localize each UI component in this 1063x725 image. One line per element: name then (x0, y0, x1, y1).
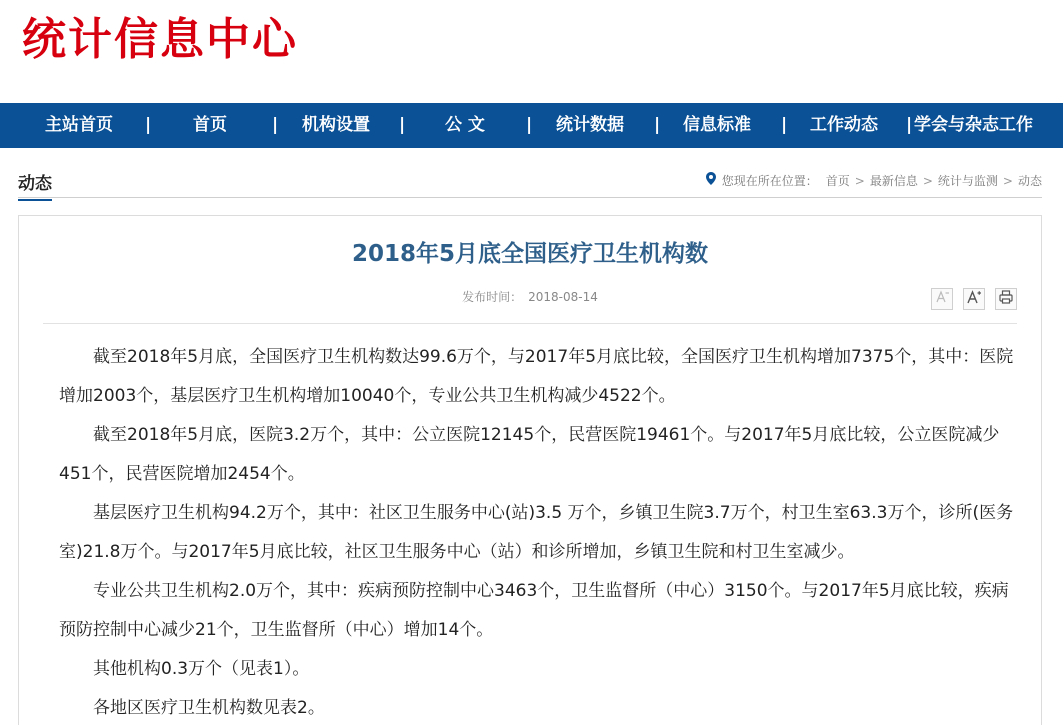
article-paragraph: 截至2018年5月底，全国医疗卫生机构数达99.6万个，与2017年5月底比较，全国医疗卫生机构增加7375个，其中：医院增加2003个，基层医疗卫生机构增加10040个，专业公共卫生机构减少4522个。 (59, 347, 1014, 406)
nav-item-documents[interactable]: 公 文 (445, 115, 485, 135)
breadcrumb-separator: > (854, 174, 865, 188)
section-title: 动态 (18, 172, 52, 201)
main-nav (0, 103, 1063, 148)
nav-separator: | (781, 115, 788, 135)
title-divider (43, 323, 1017, 324)
section-bar (18, 168, 1042, 198)
breadcrumb-separator: > (1002, 174, 1013, 188)
font-decrease-icon (934, 289, 950, 309)
nav-separator: | (272, 115, 279, 135)
publish-label: 发布时间： (462, 290, 523, 304)
nav-item-society-journal[interactable]: 学会与杂志工作 (914, 115, 1033, 135)
nav-separator: | (145, 115, 152, 135)
publish-meta (19, 288, 1041, 306)
breadcrumb (706, 172, 1042, 190)
print-icon (998, 289, 1014, 309)
nav-item-standards[interactable]: 信息标准 (683, 115, 751, 135)
font-increase-icon (966, 289, 982, 309)
article-paragraph: 基层医疗卫生机构94.2万个，其中：社区卫生服务中心(站)3.5 万个，乡镇卫生院3.7万个，村卫生室63.3万个，诊所(医务室)21.8万个。与2017年5月底比较，社区卫生服务中心（站）和诊所增加，乡镇卫生院和村卫生室减少。 (59, 503, 1014, 562)
article-paragraph: 专业公共卫生机构2.0万个，其中：疾病预防控制中心3463个，卫生监督所（中心）3150个。与2017年5月底比较，疾病预防控制中心减少21个，卫生监督所（中心）增加14个。 (59, 581, 1009, 640)
breadcrumb-current[interactable]: 动态 (1017, 174, 1042, 188)
article-container (18, 215, 1042, 725)
article-paragraph: 其他机构0.3万个（见表1）。 (93, 659, 310, 679)
breadcrumb-statistics-monitoring[interactable]: 统计与监测 (937, 174, 998, 188)
article-title: 2018年5月底全国医疗卫生机构数 (351, 241, 709, 267)
nav-item-home[interactable]: 首页 (193, 115, 227, 135)
nav-separator: | (399, 115, 406, 135)
breadcrumb-latest-info[interactable]: 最新信息 (869, 174, 918, 188)
nav-separator: | (906, 115, 913, 135)
location-pin-icon (706, 172, 716, 190)
site-title: 统计信息中心 (22, 14, 298, 65)
print-button[interactable] (995, 288, 1017, 310)
font-increase-button[interactable] (963, 288, 985, 310)
font-decrease-button[interactable] (931, 288, 953, 310)
breadcrumb-home[interactable]: 首页 (825, 174, 850, 188)
publish-date: 2018-08-14 (528, 290, 598, 304)
nav-item-news[interactable]: 工作动态 (810, 115, 878, 135)
nav-item-statistics[interactable]: 统计数据 (556, 115, 624, 135)
nav-separator: | (654, 115, 661, 135)
article-tools (931, 288, 1017, 310)
breadcrumb-prefix: 您现在所在位置： (721, 174, 818, 188)
article-body (59, 338, 1019, 725)
breadcrumb-separator: > (922, 174, 933, 188)
nav-item-main-home[interactable]: 主站首页 (45, 115, 113, 135)
nav-item-organization[interactable]: 机构设置 (302, 115, 370, 135)
nav-separator: | (526, 115, 533, 135)
article-paragraph: 截至2018年5月底，医院3.2万个，其中：公立医院12145个，民营医院19461个。与2017年5月底比较，公立医院减少451个，民营医院增加2454个。 (59, 425, 1000, 484)
site-header (0, 0, 1063, 103)
article-paragraph: 各地区医疗卫生机构数见表2。 (93, 698, 325, 718)
